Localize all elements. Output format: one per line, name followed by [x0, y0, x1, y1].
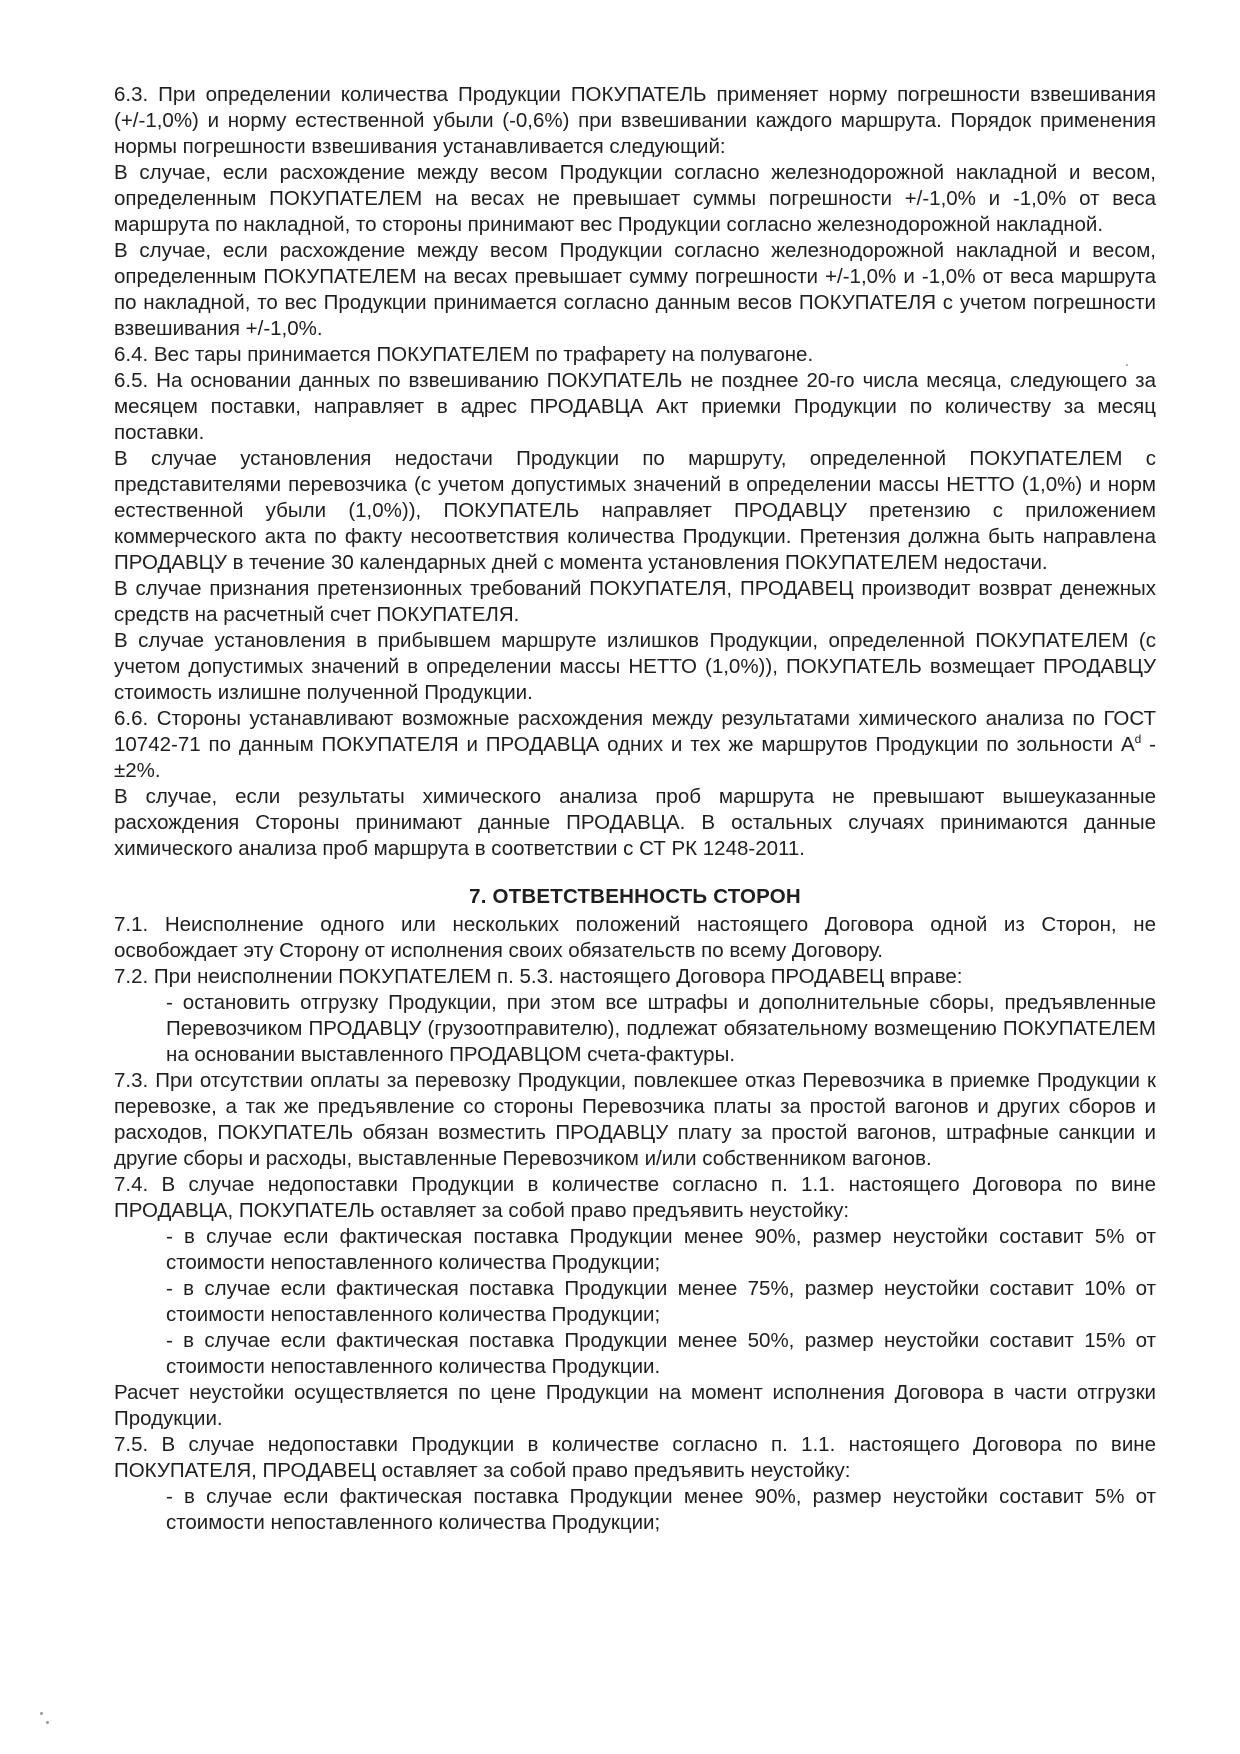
scan-speck — [40, 1712, 43, 1715]
section-7-paragraph: - в случае если фактическая поставка Продукции менее 75%, размер неустойки составит 10% от стоимости непоставленного количества Продукции; — [166, 1277, 1156, 1326]
section-7-paragraph: Расчет неустойки осуществляется по цене Продукции на момент исполнения Договора в части отгрузки Продукции. — [114, 1381, 1156, 1430]
section-6-paragraph: 6.4. Вес тары принимается ПОКУПАТЕЛЕМ по трафарету на полувагоне. — [114, 343, 814, 366]
section-6-continuation — [114, 82, 1156, 706]
document-body — [114, 82, 1156, 1536]
scan-speck — [1126, 364, 1128, 366]
section-7-paragraph: 7.4. В случае недопоставки Продукции в количестве согласно п. 1.1. настоящего Договора по вине ПРОДАВЦА, ПОКУПАТЕЛЬ оставляет за собой право предъявить неустойку: — [114, 1173, 1156, 1222]
section-6-paragraph: В случае, если расхождение между весом Продукции согласно железнодорожной накладной и весом, определенным ПОКУПАТЕЛЕМ на весах превышает сумму погрешности +/-1,0% и -1,0% от веса маршрута по накладной, то вес Продукции принимается согласно данным весов ПОКУПАТЕЛЯ с учетом погрешности взвешивания +/-1,0%. — [114, 239, 1156, 340]
section-6-paragraph: В случае установления недостачи Продукции по маршруту, определенной ПОКУПАТЕЛЕМ с представителями перевозчика (с учетом допустимых значений в определении массы НЕТТО (1,0%) и норм естественной убыли (1,0%)), ПОКУПАТЕЛЬ направляет ПРОДАВЦУ претензию с приложением коммерческого акта по факту несоответствия количества Продукции. Претензия должна быть направлена ПРОДАВЦУ в течение 30 календарных дней с момента установления ПОКУПАТЕЛЕМ недостачи. — [114, 447, 1156, 574]
section-7-title: 7. ОТВЕТСТВЕННОСТЬ СТОРОН — [469, 885, 801, 908]
section-7-paragraph: 7.5. В случае недопоставки Продукции в количестве согласно п. 1.1. настоящего Договора по вине ПОКУПАТЕЛЯ, ПРОДАВЕЦ оставляет за собой право предъявить неустойку: — [114, 1433, 1156, 1482]
section-7-paragraph: - в случае если фактическая поставка Продукции менее 50%, размер неустойки составит 15% от стоимости непоставленного количества Продукции. — [166, 1329, 1156, 1378]
section-7-paragraph: - остановить отгрузку Продукции, при этом все штрафы и дополнительные сборы, предъявленные Перевозчиком ПРОДАВЦУ (грузоотправителю), подлежат обязательному возмещению ПОКУПАТЕЛЕМ на основании выставленного ПРОДАВЦОМ счета-фактуры. — [166, 991, 1156, 1066]
section-6-paragraph: 6.3. При определении количества Продукции ПОКУПАТЕЛЬ применяет норму погрешности взвешивания (+/-1,0%) и норму естественной убыли (-0,6%) при взвешивании каждого маршрута. Порядок применения нормы погрешности взвешивания устанавливается следующий: — [114, 83, 1156, 158]
ash-clause-text: 6.6. Стороны устанавливают возможные расхождения между результатами химического анализа по ГОСТ 10742-71 по данным ПОКУПАТЕЛЯ и ПРОДАВЦА одних и тех же маршрутов Продукции по зольности А — [114, 707, 1156, 756]
ash-clause-paragraph — [114, 706, 1156, 784]
section-7-paragraph: - в случае если фактическая поставка Продукции менее 90%, размер неустойки составит 5% от стоимости непоставленного количества Продукции; — [166, 1485, 1156, 1534]
section-7-paragraph: 7.1. Неисполнение одного или нескольких положений настоящего Договора одной из Сторон, не освобождает эту Сторону от исполнения своих обязательств по всему Договору. — [114, 913, 1156, 962]
scan-speck — [46, 1721, 49, 1724]
section-6-paragraph: 6.5. На основании данных по взвешиванию ПОКУПАТЕЛЬ не позднее 20-го числа месяца, следующего за месяцем поставки, направляет в адрес ПРОДАВЦА Акт приемки Продукции по количеству за месяц поставки. — [114, 369, 1156, 444]
section-6-paragraph: В случае признания претензионных требований ПОКУПАТЕЛЯ, ПРОДАВЕЦ производит возврат денежных средств на расчетный счет ПОКУПАТЕЛЯ. — [114, 577, 1156, 626]
ash-clause-tail: - ±2%. — [114, 733, 1156, 782]
section-6-paragraph: В случае установления в прибывшем маршруте излишков Продукции, определенной ПОКУПАТЕЛЕМ (с учетом допустимых значений в определении массы НЕТТО (1,0%)), ПОКУПАТЕЛЬ возмещает ПРОДАВЦУ стоимость излишне полученной Продукции. — [114, 629, 1156, 704]
section-7-body — [114, 912, 1156, 1536]
section-7-paragraph: 7.3. При отсутствии оплаты за перевозку Продукции, повлекшее отказ Перевозчика в приемке Продукции к перевозке, а так же предъявление со стороны Перевозчика платы за простой вагонов и других сборов и расходов, ПОКУПАТЕЛЬ обязан возместить ПРОДАВЦУ плату за простой вагонов, штрафные санкции и другие сборы и расходы, выставленные Перевозчиком и/или собственником вагонов. — [114, 1069, 1156, 1170]
section-7-paragraph: 7.2. При неисполнении ПОКУПАТЕЛЕМ п. 5.3. настоящего Договора ПРОДАВЕЦ вправе: — [114, 965, 963, 988]
section-6-paragraph: В случае, если расхождение между весом Продукции согласно железнодорожной накладной и весом, определенным ПОКУПАТЕЛЕМ на весах не превышает суммы погрешности +/-1,0% и -1,0% от веса маршрута по накладной, то стороны принимают вес Продукции согласно железнодорожной накладной. — [114, 161, 1156, 236]
ash-clause-superscript: d — [1134, 732, 1142, 747]
section-6-paragraph: В случае, если результаты химического анализа проб маршрута не превышают вышеуказанные расхождения Стороны принимают данные ПРОДАВЦА. В остальных случаях принимаются данные химического анализа проб маршрута в соответствии с СТ РК 1248-2011. — [114, 785, 1156, 860]
section-7-paragraph: - в случае если фактическая поставка Продукции менее 90%, размер неустойки составит 5% от стоимости непоставленного количества Продукции; — [166, 1225, 1156, 1274]
section-6-closing — [114, 784, 1156, 862]
